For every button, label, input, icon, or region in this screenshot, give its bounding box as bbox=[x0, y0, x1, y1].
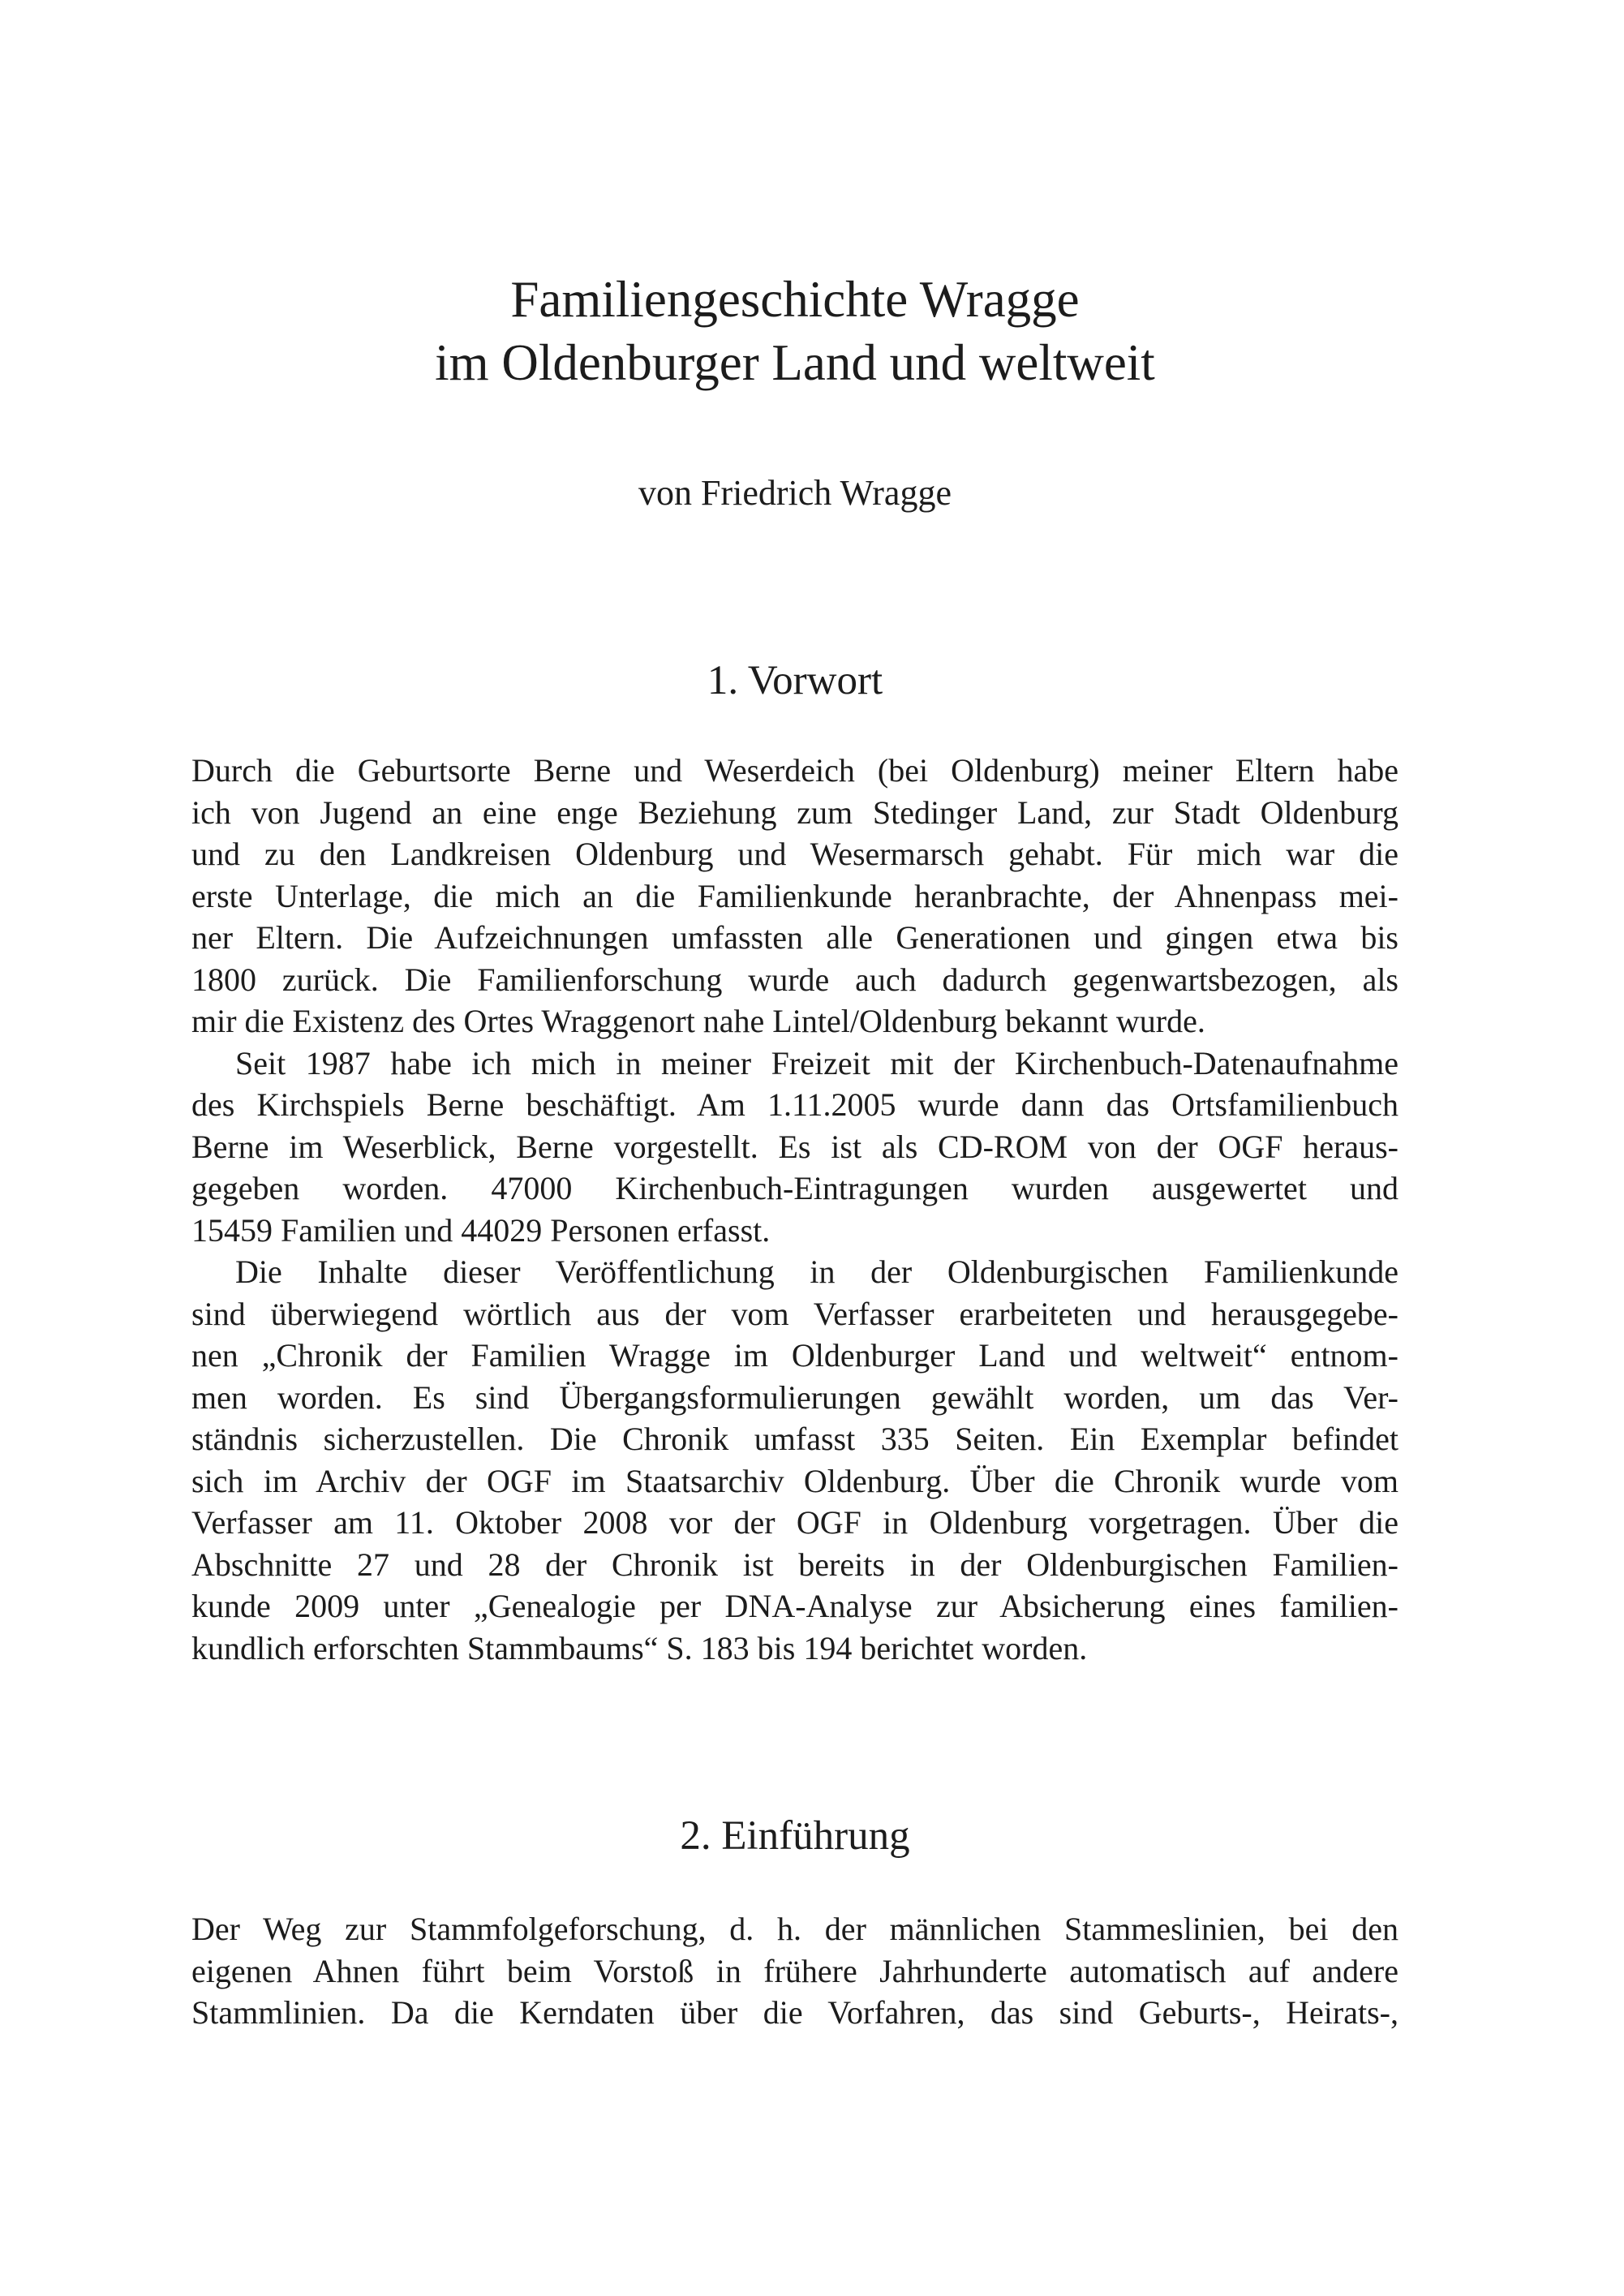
section-heading-einfuehrung: 2. Einführung bbox=[680, 1813, 910, 1859]
text-line: Der Weg zur Stammfolgeforschung, d. h. der männlichen Stammeslinien, bei den bbox=[191, 1911, 1398, 1947]
text-line: Seit 1987 habe ich mich in meiner Freizeit mit der Kirchenbuch-Datenaufnahme bbox=[235, 1044, 1398, 1081]
text-line: ständnis sicherzustellen. Die Chronik umfasst 335 Seiten. Ein Exemplar befindet bbox=[191, 1421, 1398, 1457]
author-byline: von Friedrich Wragge bbox=[638, 473, 952, 513]
section-body-einfuehrung bbox=[191, 1908, 1398, 2034]
text-line: des Kirchspiels Berne beschäftigt. Am 1.11.2005 wurde dann das Ortsfamilienbuch bbox=[191, 1086, 1398, 1123]
text-line: sind überwiegend wörtlich aus der vom Verfasser erarbeiteten und herausgegebe- bbox=[191, 1295, 1398, 1332]
text-line: kundlich erforschten Stammbaums“ S. 183 bis 194 berichtet worden. bbox=[191, 1629, 1088, 1666]
title-line: Familiengeschichte Wragge bbox=[510, 271, 1080, 328]
text-line: ner Eltern. Die Aufzeichnungen umfassten alle Generationen und gingen etwa bis bbox=[191, 919, 1398, 956]
section-body-vorwort bbox=[191, 750, 1398, 1669]
text-line: 1800 zurück. Die Familienforschung wurde auch dadurch gegenwartsbezogen, als bbox=[191, 961, 1398, 998]
text-line: sich im Archiv der OGF im Staatsarchiv Oldenburg. Über die Chronik wurde vom bbox=[191, 1462, 1398, 1499]
text-line: und zu den Landkreisen Oldenburg und Wesermarsch gehabt. Für mich war die bbox=[191, 836, 1398, 872]
text-line: mir die Existenz des Ortes Wraggenort nahe Lintel/Oldenburg bekannt wurde. bbox=[191, 1003, 1205, 1039]
text-line: Abschnitte 27 und 28 der Chronik ist bereits in der Oldenburgischen Familien- bbox=[191, 1546, 1398, 1583]
text-line: eigenen Ahnen führt beim Vorstoß in frühere Jahrhunderte automatisch auf andere bbox=[191, 1952, 1398, 1989]
document-title bbox=[0, 268, 1590, 394]
text-line: gegeben worden. 47000 Kirchenbuch-Eintragungen wurden ausgewertet und bbox=[191, 1170, 1398, 1206]
text-line: Stammlinien. Da die Kerndaten über die Vorfahren, das sind Geburts-, Heirats-, bbox=[191, 1994, 1398, 2031]
title-line: im Oldenburger Land und weltweit bbox=[435, 334, 1155, 391]
text-line: Berne im Weserblick, Berne vorgestellt. Es ist als CD-ROM von der OGF heraus- bbox=[191, 1128, 1398, 1165]
text-line: Die Inhalte dieser Veröffentlichung in der Oldenburgischen Familienkunde bbox=[235, 1253, 1398, 1290]
text-line: Durch die Geburtsorte Berne und Weserdeich (bei Oldenburg) meiner Eltern habe bbox=[191, 752, 1398, 789]
text-line: 15459 Familien und 44029 Personen erfasst. bbox=[191, 1211, 771, 1249]
text-line: erste Unterlage, die mich an die Familienkunde heranbrachte, der Ahnenpass mei- bbox=[191, 877, 1398, 914]
section-heading-vorwort: 1. Vorwort bbox=[707, 658, 883, 703]
text-line: ich von Jugend an eine enge Beziehung zum Stedinger Land, zur Stadt Oldenburg bbox=[191, 793, 1398, 831]
text-line: kunde 2009 unter „Genealogie per DNA-Analyse zur Absicherung eines familien- bbox=[191, 1588, 1398, 1624]
text-line: Verfasser am 11. Oktober 2008 vor der OGF in Oldenburg vorgetragen. Über die bbox=[191, 1504, 1398, 1541]
text-line: men worden. Es sind Übergangsformulierungen gewählt worden, um das Ver- bbox=[191, 1378, 1398, 1416]
text-line: nen „Chronik der Familien Wragge im Oldenburger Land und weltweit“ entnom- bbox=[191, 1337, 1398, 1374]
